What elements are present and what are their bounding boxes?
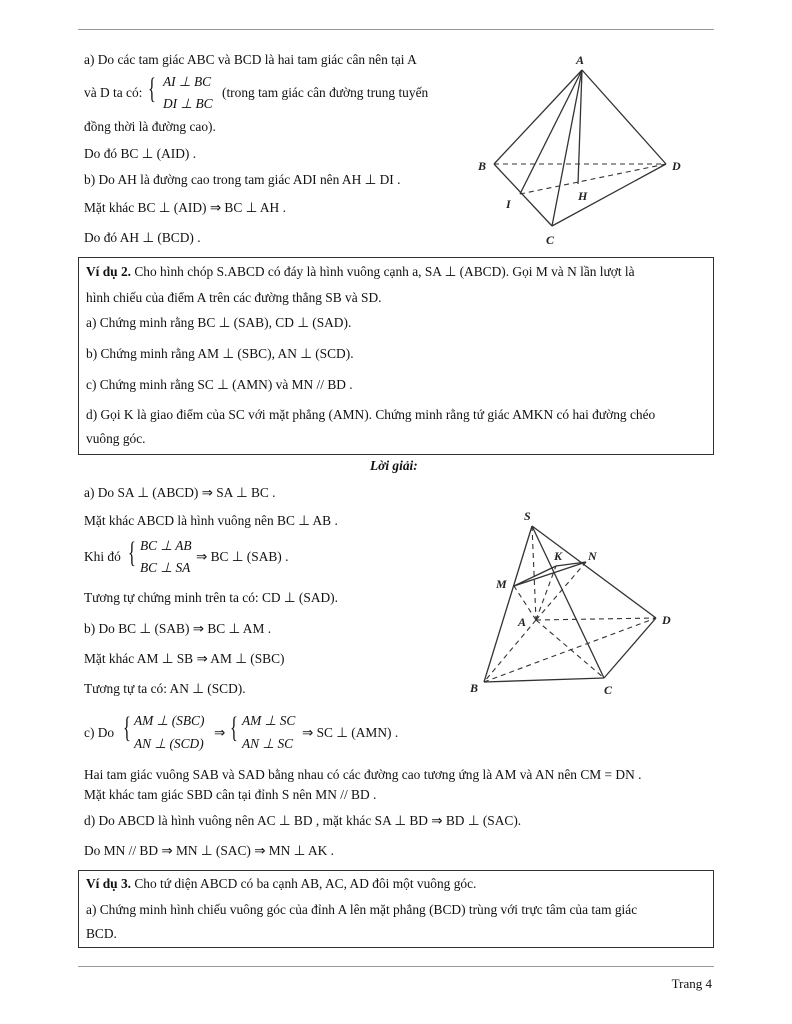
example3-line: Ví dụ 3. Cho tứ diện ABCD có ba cạnh AB, AC, AD đôi một vuông góc. [86,876,477,891]
edge-SD [532,526,656,618]
system-line: BC ⊥ SA [140,560,191,575]
solution-line: c) Do [84,725,115,740]
text-line: và D ta có: [84,85,143,100]
example2-line: Ví dụ 2. Cho hình chóp S.ABCD có đáy là hình vuông cạnh a, SA ⊥ (ABCD). Gọi M và N lần lượt là [86,264,635,279]
system-brace: { [230,711,238,744]
system-line: BC ⊥ AB [140,538,192,553]
page-number: Trang 4 [671,976,712,991]
edge-SA [532,526,536,620]
solution-line: Mặt khác ABCD là hình vuông nên BC ⊥ AB . [84,513,338,528]
label-K: K [554,549,563,563]
example2-line: b) Chứng minh rằng AM ⊥ (SBC), AN ⊥ (SCD). [86,346,354,361]
edge-AC [536,620,604,678]
example2-line: a) Chứng minh rằng BC ⊥ (SAB), CD ⊥ (SAD). [86,315,352,330]
solution-line: b) Do BC ⊥ (SAB) ⇒ BC ⊥ AM . [84,621,272,636]
label-H: H [578,189,588,203]
text-line: b) Do AH là đường cao trong tam giác ADI nên AH ⊥ DI . [84,172,401,187]
edge-CD [604,618,656,678]
system-line: AM ⊥ (SBC) [134,713,205,728]
system-brace: { [128,536,136,569]
example2-line: hình chiếu của điểm A trên các đường thẳng SB và SD. [86,290,382,305]
system-line: AN ⊥ (SCD) [134,736,204,751]
solution-title: Lời giải: [370,458,418,473]
label-D: D [672,159,681,173]
solution-line: Mặt khác AM ⊥ SB ⇒ AM ⊥ (SBC) [84,651,285,666]
example2-line: c) Chứng minh rằng SC ⊥ (AMN) và MN // BD . [86,377,353,392]
solution-line: d) Do ABCD là hình vuông nên AC ⊥ BD , mặt khác SA ⊥ BD ⇒ BD ⊥ (SAC). [84,813,522,828]
system-line: DI ⊥ BC [163,96,213,111]
solution-line: ⇒ SC ⊥ (AMN) . [302,725,399,740]
system-brace: { [148,72,156,105]
edge-BC [484,678,604,682]
label-S: S [524,509,531,523]
solution-line: Do MN // BD ⇒ MN ⊥ (SAC) ⇒ MN ⊥ AK . [84,843,334,858]
system-brace: { [123,711,131,744]
label-A: A [576,53,585,67]
solution-line: Tương tự chứng minh trên ta có: CD ⊥ (SAD). [84,590,338,605]
example3-line: BCD. [86,926,117,941]
text-line: Do đó BC ⊥ (AID) . [84,146,197,161]
text-line: đồng thời là đường cao). [84,119,216,134]
solution-line: a) Do SA ⊥ (ABCD) ⇒ SA ⊥ BC . [84,485,276,500]
edge-BC [494,164,552,226]
edge-AB [494,70,582,164]
edge-CD [552,164,666,226]
label-C: C [604,683,613,697]
edge-SB [484,526,532,682]
label-N: N [588,549,597,563]
edge-AD [536,618,656,620]
text-line: a) Do các tam giác ABC và BCD là hai tam giác cân nên tại A [84,52,417,67]
implies-arrow: ⇒ [214,725,226,740]
example3-line: a) Chứng minh hình chiếu vuông góc của đỉnh A lên mặt phẳng (BCD) trùng với trực tâm của tam giác [86,902,638,917]
label-A: A [518,615,527,629]
solution-line: Hai tam giác vuông SAB và SAD bằng nhau có các đường cao tương ứng là AM và AN nên CM = DN . [84,767,642,782]
solution-line: Mặt khác tam giác SBD cân tại đỉnh S nên MN // BD . [84,787,377,802]
example2-line: d) Gọi K là giao điểm của SC với mặt phẳng (AMN). Chứng minh rằng tứ giác AMKN có hai đường chéo [86,407,656,422]
edge-ID [520,164,666,194]
tetrahedron-figure [466,48,692,250]
edge-AI [520,70,582,194]
label-B: B [478,159,487,173]
footer-rule [78,966,714,967]
pyramid-figure [466,506,692,702]
edge-AD [582,70,666,164]
text-line: Mặt khác BC ⊥ (AID) ⇒ BC ⊥ AH . [84,200,286,215]
example2-line: vuông góc. [86,431,146,446]
text-line: (trong tam giác cân đường trung tuyến [222,85,429,100]
label-B: B [470,681,479,695]
system-line: AN ⊥ SC [242,736,294,751]
system-line: AI ⊥ BC [163,74,212,89]
solution-line: Tương tự ta có: AN ⊥ (SCD). [84,681,246,696]
solution-line: Khi đó [84,549,121,564]
system-line: AM ⊥ SC [242,713,296,728]
label-C: C [546,233,555,247]
text-line: Do đó AH ⊥ (BCD) . [84,230,201,245]
label-D: D [662,613,671,627]
header-rule [78,29,714,30]
label-M: M [496,577,507,591]
edge-BD [484,618,656,682]
solution-line: ⇒ BC ⊥ (SAB) . [196,549,289,564]
label-I: I [506,197,511,211]
